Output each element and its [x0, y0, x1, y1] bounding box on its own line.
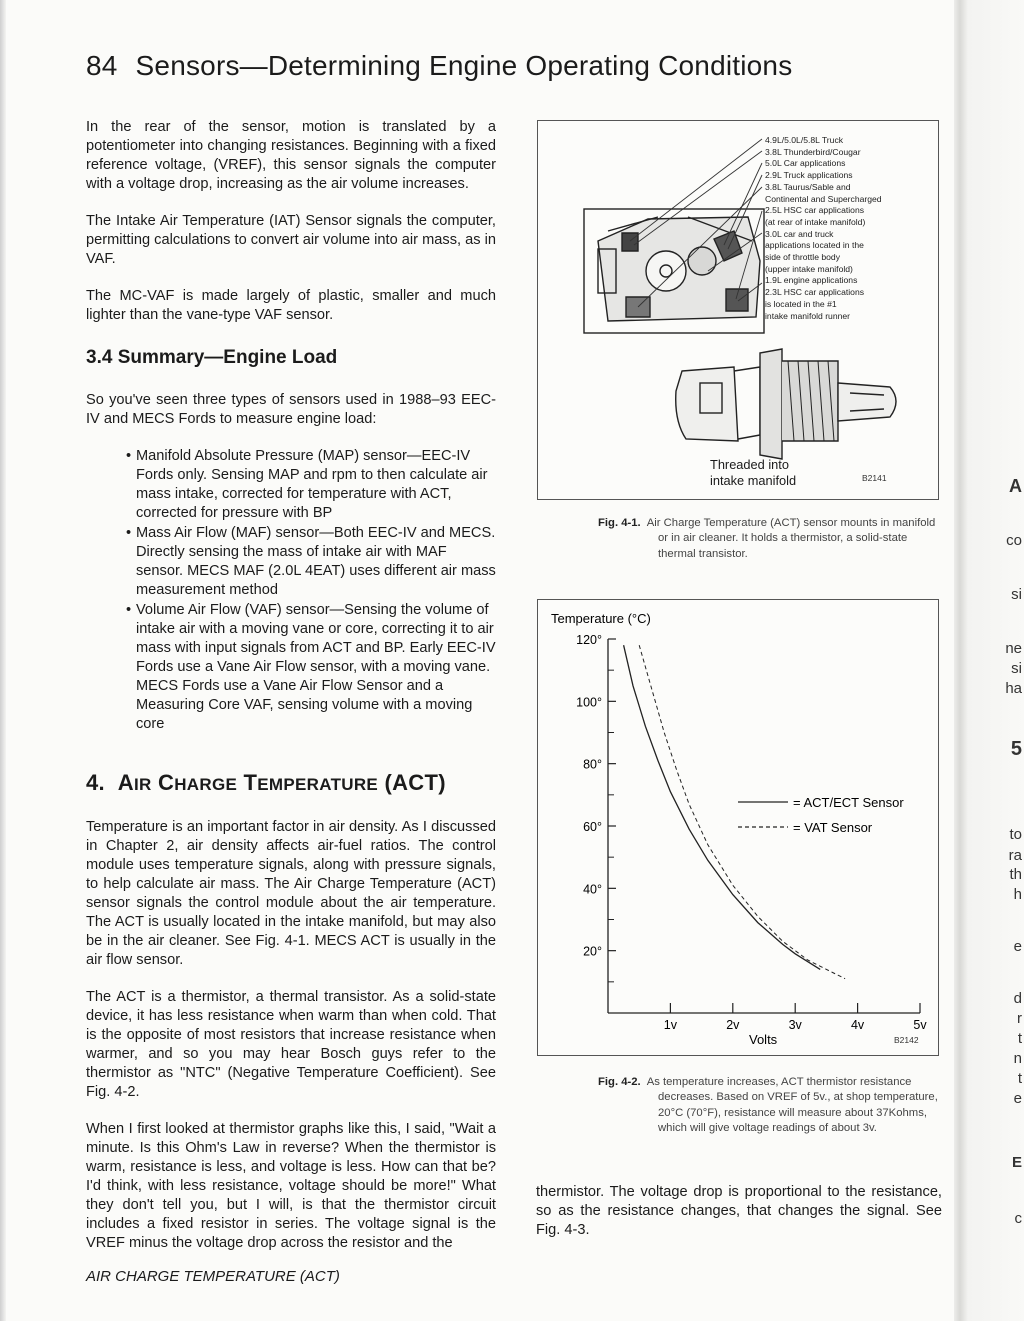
gutter-fragment: co	[1006, 532, 1022, 549]
x-tick-label: 3v	[788, 1018, 802, 1032]
gutter-fragment: th	[1009, 866, 1022, 883]
figure-4-1	[537, 120, 939, 500]
gutter-fragment: t	[1017, 1070, 1022, 1087]
paragraph: In the rear of the sensor, motion is translated by a potentiometer into changing resistances. Beginning with a fixed reference voltage, (VREF), this sensor signals the computer with a voltage drop, increasing as the air volume increases.	[86, 119, 496, 192]
page-header	[86, 50, 792, 82]
running-footer: AIR CHARGE TEMPERATURE (ACT)	[86, 1268, 340, 1285]
x-tick-label: 5v	[913, 1018, 927, 1032]
page-title: Sensors—Determining Engine Operating Conditions	[135, 50, 793, 81]
x-tick-label: 4v	[850, 1018, 865, 1032]
paragraph: The Intake Air Temperature (IAT) Sensor signals the computer, permitting calculations to convert air volume into air mass, as in VAF.	[86, 213, 496, 267]
gutter-fragment: t	[1017, 1030, 1022, 1047]
right-column-text	[536, 1183, 942, 1258]
fig2-caption: Fig. 4-2. As temperature increases, ACT thermistor resistance decreases. Based on VREF of 5v., at shop temperature, 20°C (70°F), resistance will measure about 37Kohms, which will give voltage readings of about 3v.	[598, 1076, 938, 1135]
fig2-code: B2142	[894, 1035, 919, 1045]
vat-sensor-line	[639, 645, 845, 979]
x-tick-label: 2v	[726, 1018, 740, 1032]
paragraph: thermistor. The voltage drop is proportional to the resistance, so as the resistance changes, that changes the signal. See Fig. 4-3.	[536, 1184, 942, 1238]
gutter-fragment: n	[1013, 1050, 1022, 1067]
y-tick-label: 40°	[583, 882, 602, 897]
y-axis-label: Temperature (°C)	[551, 611, 651, 626]
paragraph: The ACT is a thermistor, a thermal transistor. As a solid-state device, it has less resistance when warm than when cold. That is the opposite of most resistors that increase resistance when warmer, and so you may hear Bosch guys refer to the thermistor as "NTC" (Negative Temperature Coefficient). See Fig. 4-2.	[86, 989, 496, 1100]
y-tick-label: 60°	[583, 820, 602, 834]
y-tick-label: 20°	[583, 944, 602, 959]
gutter-fragment: A	[1009, 476, 1022, 496]
y-tick-label: 100°	[576, 695, 602, 710]
legend-label: = VAT Sensor	[793, 820, 873, 835]
paragraph: When I first looked at thermistor graphs like this, I said, "Wait a minute. Is this Ohm's Law in reverse? When the thermistor is warm, resistance is less, and voltage is less. How can that be? I'd think, with less resistance, voltage should be more!" What they don't tell you, but I will, is that the thermistor circuit includes a fixed resistor in series. The voltage signal is the VREF minus the voltage drop across the resistor and the	[86, 1121, 496, 1251]
page-edge	[0, 0, 6, 1321]
gutter-fragment: d	[1013, 990, 1022, 1007]
gutter-fragment: ra	[1008, 847, 1022, 864]
fig1-label: Threaded into intake manifold	[710, 457, 797, 488]
thermistor-chart	[538, 600, 938, 1055]
list-item: • Manifold Absolute Pressure (MAP) sensor—EEC-IV Fords only. Sensing MAP and rpm to then calculate air mass intake, corrected for temperature with ACT, corrected for pressure with BP	[136, 447, 496, 523]
x-axis-label: Volts	[749, 1032, 778, 1047]
fig1-callout-list: 4.9L/5.0L/5.8L Truck 3.8L Thunderbird/Cougar 5.0L Car applications 2.9L Truck applications 3.8L Taurus/Sable and Continental and Supercharged 2.5L HSC car applications (at rear of intake manifold) 3.0L car and truck applications located in the side of throttle body (upper intake manifold) 1.9L engine applications 2.3L HSC car applications is located in the #1 intake manifold runner	[765, 135, 882, 321]
list-item: • Volume Air Flow (VAF) sensor—Sensing the volume of intake air with a moving vane or core, correcting it to air mass with input signals from ACT and BP. Early EEC-IV Fords use a Vane Air Flow sensor, with a moving vane. MECS Fords use a Vane Air Flow Sensor and a Measuring Core VAF, sensing volume with a moving core	[136, 601, 496, 734]
y-tick-label: 120°	[576, 633, 602, 647]
paragraph: The MC-VAF is made largely of plastic, smaller and much lighter than the vane-type VAF sensor.	[86, 288, 496, 323]
legend-label: = ACT/ECT Sensor	[793, 795, 904, 810]
gutter-fragment: si	[1011, 586, 1022, 603]
figure-4-2	[537, 599, 939, 1056]
paragraph: Temperature is an important factor in air density. As I discussed in Chapter 2, air density affects air-fuel ratios. The control module uses temperature signals, along with pressure signals, to help calculate air mass. The Air Charge Temperature (ACT) sensor signals the control module about the air temperature. The ACT is usually located in the intake manifold, but may also be in the air cleaner. See Fig. 4-1. MECS ACT is usually in the air flow sensor.	[86, 819, 496, 968]
list-item: • Mass Air Flow (MAF) sensor—Both EEC-IV and MECS. Directly sensing the mass of intake air with MAF sensor. MECS MAF (2.0L 4EAT) uses different air mass measurement method	[136, 524, 496, 600]
bullet-list	[136, 447, 496, 734]
gutter-fragment: ne	[1005, 640, 1022, 657]
gutter-fragment: r	[1017, 1010, 1022, 1027]
gutter-fragment: E	[1011, 1154, 1022, 1171]
gutter-fragment: 5	[1010, 738, 1022, 760]
gutter-fragment: si	[1011, 660, 1022, 677]
next-page-edge	[954, 0, 1024, 1321]
gutter-fragment: e	[1013, 938, 1022, 955]
x-tick-label: 1v	[663, 1018, 678, 1032]
fig1-caption: Fig. 4-1. Air Charge Temperature (ACT) sensor mounts in manifold or in air cleaner. It holds a thermistor, a solid-state thermal transistor.	[598, 517, 936, 560]
gutter-fragment: e	[1013, 1090, 1022, 1107]
subsection-heading: 3.4 Summary—Engine Load	[86, 347, 338, 368]
gutter-fragment: to	[1009, 826, 1022, 843]
left-column	[86, 118, 496, 1271]
paragraph: So you've seen three types of sensors used in 1988–93 EEC-IV and MECS Fords to measure engine load:	[86, 392, 496, 427]
y-tick-label: 80°	[583, 757, 602, 772]
gutter-fragment: ha	[1005, 680, 1022, 697]
page-number: 84	[86, 50, 118, 81]
fig1-code: B2141	[862, 473, 887, 483]
gutter-fragment: h	[1013, 886, 1022, 903]
gutter-fragment: c	[1014, 1210, 1022, 1227]
section-heading: 4. AIR CHARGE TEMPERATURE (ACT)	[86, 770, 446, 795]
